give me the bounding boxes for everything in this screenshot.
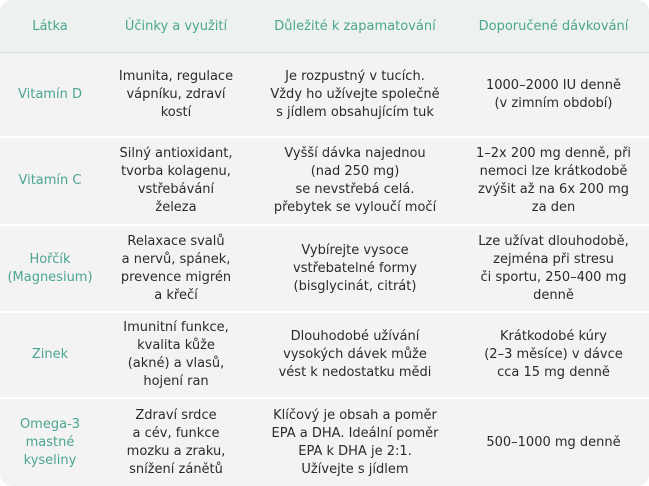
table-row: [0, 138, 649, 225]
dosage-cell: 1000–2000 IU denně (v zimním období): [485, 77, 621, 111]
dosage-cell: Lze užívat dlouhodobě, zejména při stresu či sportu, 250–400 mg denně: [478, 233, 629, 303]
table-row: [0, 53, 649, 137]
substance-name: Omega-3 mastné kyseliny: [19, 416, 81, 468]
notes-cell: Dlouhodobé užívání vysokých dávek může vést k nedostatku mědi: [278, 329, 432, 380]
effects-cell: Imunita, regulace vápníku, zdraví kostí: [118, 68, 234, 120]
effects-cell: Relaxace svalů a nervů, spánek, prevence migrén a křečí: [120, 233, 232, 303]
effects-cell: Silný antioxidant, tvorba kolagenu, vstřebávání železa: [119, 146, 233, 215]
notes-cell: Klíčový je obsah a poměr EPA a DHA. Ideální poměr EPA k DHA je 2:1. Užívejte s jídlem: [271, 407, 439, 477]
dosage-cell: 500–1000 mg denně: [486, 434, 621, 450]
header-dosage: Doporučené dávkování: [478, 18, 629, 34]
header-effects: Účinky a využití: [124, 18, 228, 34]
header-notes: Důležité k zapamatování: [274, 18, 436, 34]
dosage-cell: Krátkodobé kúry (2–3 měsíce) v dávce cca 15 mg denně: [484, 329, 623, 380]
table-row: [0, 399, 649, 486]
dosage-cell: 1–2x 200 mg denně, při nemoci lze krátkodobě zvýšit až na 6x 200 mg za den: [475, 146, 632, 215]
table-row: [0, 313, 649, 398]
substance-name: Hořčík (Magnesium): [7, 251, 93, 285]
substance-name: Vitamín C: [18, 173, 82, 188]
notes-cell: Je rozpustný v tucích. Vždy ho užívejte společně s jídlem obsahujícím tuk: [270, 68, 440, 120]
effects-cell: Zdraví srdce a cév, funkce mozku a zraku, snížení zánětů: [126, 407, 226, 477]
substance-name: Zinek: [31, 347, 69, 362]
table-row: [0, 226, 649, 312]
effects-cell: Imunitní funkce, kvalita kůže (akné) a vlasů, hojení ran: [123, 320, 229, 389]
notes-cell: Vybírejte vysoce vstřebatelné formy (bisglycinát, citrát): [293, 242, 417, 294]
header-substance: Látka: [32, 18, 68, 34]
substance-name: Vitamín D: [18, 86, 82, 102]
notes-cell: Vyšší dávka najednou (nad 250 mg) se nevstřebá celá. přebytek se vyloučí močí: [273, 146, 437, 215]
table-header: [0, 0, 649, 53]
